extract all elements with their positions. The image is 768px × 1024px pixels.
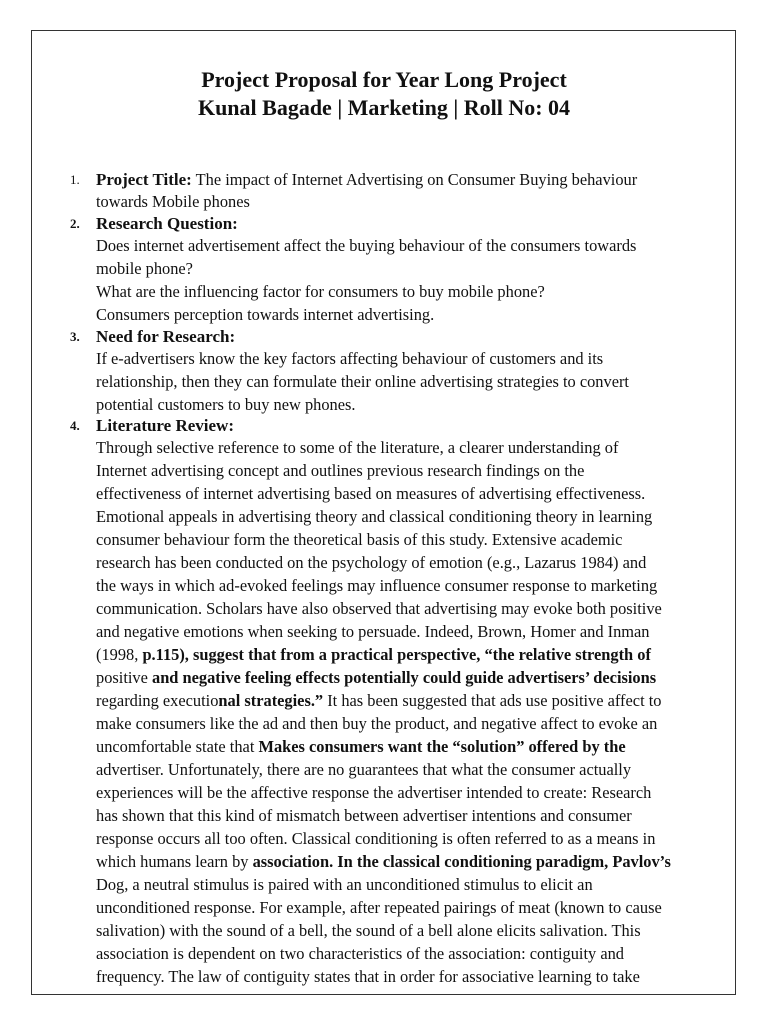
project-title-text-cont: towards Mobile phones bbox=[96, 192, 250, 211]
paragraph-line: the ways in which ad-evoked feelings may influence consumer response to marketing bbox=[96, 576, 658, 595]
paragraph-line: effectiveness of internet advertising based on measures of advertising effectiveness. bbox=[96, 484, 646, 503]
paragraph-line: unconditioned response. For example, after repeated pairings of meat (known to cause bbox=[96, 898, 662, 917]
paragraph-line: Through selective reference to some of the literature, a clearer understanding of bbox=[96, 438, 619, 457]
text-run: (1998, bbox=[96, 645, 143, 664]
paragraph-line: If e-advertisers know the key factors affecting behaviour of customers and its bbox=[96, 349, 604, 368]
paragraph-line: communication. Scholars have also observed that advertising may evoke both positive bbox=[96, 599, 662, 618]
paragraph-line: Does internet advertisement affect the buying behaviour of the consumers towards bbox=[96, 236, 637, 255]
section-number: 2. bbox=[70, 216, 80, 231]
paragraph-line: relationship, then they can formulate their online advertising strategies to convert bbox=[96, 372, 629, 391]
section-number: 3. bbox=[70, 329, 80, 344]
paragraph-line: research has been conducted on the psychology of emotion (e.g., Lazarus 1984) and bbox=[96, 553, 647, 572]
paragraph-line bbox=[96, 737, 626, 757]
paragraph-line bbox=[96, 691, 661, 711]
paragraph-line: make consumers like the ad and then buy the product, and negative affect to evoke an bbox=[96, 714, 658, 733]
paragraph-line bbox=[96, 668, 656, 688]
paragraph-line: has shown that this kind of mismatch between advertiser intentions and consumer bbox=[96, 806, 632, 825]
page-subtitle: Kunal Bagade | Marketing | Roll No: 04 bbox=[197, 95, 571, 120]
paragraph-line: frequency. The law of contiguity states that in order for associative learning to take bbox=[96, 967, 640, 986]
text-run: positive bbox=[96, 668, 152, 687]
text-run-bold: nal strategies.” bbox=[218, 691, 324, 710]
section-number: 4. bbox=[70, 418, 80, 433]
paragraph-line: and negative emotions when seeking to persuade. Indeed, Brown, Homer and Inman bbox=[96, 622, 650, 641]
paragraph-line: salivation) with the sound of a bell, the sound of a bell alone elicits salivation. This bbox=[96, 921, 641, 940]
paragraph-line: consumer behaviour form the theoretical basis of this study. Extensive academic bbox=[96, 530, 623, 549]
text-run-bold: Makes consumers want the “solution” offered by the bbox=[258, 737, 626, 756]
paragraph-line: experiences will be the affective response the advertiser intended to create: Research bbox=[96, 783, 652, 802]
paragraph-line: Internet advertising concept and outlines previous research findings on the bbox=[96, 461, 585, 480]
project-title-text: The impact of Internet Advertising on Consumer Buying behaviour bbox=[191, 170, 638, 189]
section-heading: Literature Review: bbox=[96, 416, 234, 435]
project-title-line bbox=[96, 170, 637, 190]
text-run-bold: p.115), suggest that from a practical perspective, “the relative strength of bbox=[142, 645, 651, 664]
text-run-bold: and negative feeling effects potentially could guide advertisers’ decisions bbox=[152, 668, 657, 687]
text-run: uncomfortable state that bbox=[96, 737, 259, 756]
paragraph-line: What are the influencing factor for consumers to buy mobile phone? bbox=[96, 282, 545, 301]
project-title-label: Project Title: bbox=[96, 170, 192, 189]
paragraph-line: mobile phone? bbox=[96, 259, 193, 278]
text-run: which humans learn by bbox=[96, 852, 253, 871]
text-run-bold: association. In the classical conditioning paradigm, Pavlov’s bbox=[252, 852, 671, 871]
text-run: regarding executio bbox=[96, 691, 219, 710]
paragraph-line bbox=[96, 852, 671, 872]
section-number: 1. bbox=[70, 172, 80, 187]
section-heading: Need for Research: bbox=[96, 327, 236, 346]
paragraph-line: Emotional appeals in advertising theory and classical conditioning theory in learning bbox=[96, 507, 653, 526]
paragraph-line: association is dependent on two characteristics of the association: contiguity and bbox=[96, 944, 624, 963]
paragraph-line: response occurs all too often. Classical conditioning is often referred to as a means in bbox=[96, 829, 656, 848]
paragraph-line: Dog, a neutral stimulus is paired with an unconditioned stimulus to elicit an bbox=[96, 875, 593, 894]
paragraph-line: Consumers perception towards internet advertising. bbox=[96, 305, 435, 324]
page-title: Project Proposal for Year Long Project bbox=[201, 67, 567, 92]
text-run: It has been suggested that ads use positive affect to bbox=[323, 691, 662, 710]
paragraph-line bbox=[96, 645, 651, 665]
section-heading: Research Question: bbox=[96, 214, 238, 233]
paragraph-line: advertiser. Unfortunately, there are no guarantees that what the consumer actually bbox=[96, 760, 632, 779]
paragraph-line: potential customers to buy new phones. bbox=[96, 395, 356, 414]
